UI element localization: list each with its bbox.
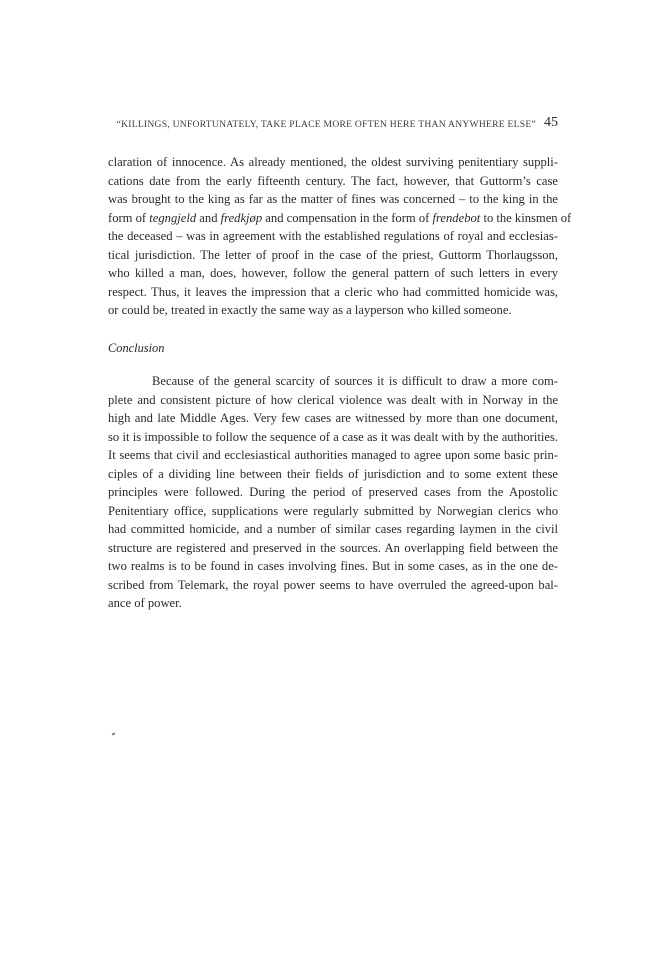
text-line: claration of innocence. As already mentioned, the oldest surviving penitentiary suppli- (108, 155, 558, 169)
running-title: “KILLINGS, UNFORTUNATELY, TAKE PLACE MORE OFTEN HERE THAN ANYWHERE ELSE” (116, 119, 536, 130)
text-line: ciples of a dividing line between their fields of jurisdiction and to some extent these (108, 466, 558, 481)
running-header (108, 115, 558, 135)
body-text (108, 153, 572, 613)
term-fredkjop: fredkjøp (220, 210, 263, 225)
text-line: two realms is to be found in cases involving fines. But in some cases, as in the one de- (108, 559, 558, 573)
text-line: had committed homicide, and a number of similar cases regarding laymen in the civil (108, 522, 558, 536)
text-line: tical jurisdiction. The letter of proof in the case of the priest, Guttorm Thorlaugsson, (108, 247, 558, 262)
text-line: It seems that civil and ecclesiastical authorities managed to agree upon some basic prin- (108, 448, 558, 462)
paragraph-innocence (108, 153, 572, 320)
stray-ink-mark (112, 733, 116, 736)
text-line: high and late Middle Ages. Very few cases are witnessed by more than one document, (108, 411, 558, 425)
text-line: plete and consistent picture of how clerical violence was dealt with in Norway in the (108, 392, 558, 407)
section-heading: Conclusion (108, 340, 165, 355)
text-run: to the kinsmen of (480, 210, 572, 225)
text-line: Penitentiary office, supplications were regularly submitted by Norwegian clerics who (108, 503, 558, 518)
text-run: and (196, 210, 221, 225)
text-line: scribed from Telemark, the royal power seems to have overruled the agreed-upon bal- (108, 577, 558, 592)
paragraph-conclusion (108, 372, 558, 613)
term-frendebot: frendebot (432, 210, 481, 225)
text-line: the deceased – was in agreement with the established regulations of royal and ecclesias- (108, 229, 558, 243)
text-line: so it is impossible to follow the sequence of a case as it was dealt with by the authorities. (108, 429, 558, 444)
text-line: ance of power. (108, 596, 182, 610)
text-line: was brought to the king as far as the matter of fines was concerned – to the king in the (108, 192, 558, 206)
text-run: and compensation in the form of (262, 210, 433, 225)
term-tegngjeld: tegngjeld (149, 210, 197, 225)
page-number: 45 (544, 115, 558, 130)
text-line: Because of the general scarcity of sources it is difficult to draw a more com- (152, 374, 558, 388)
text-line: or could be, treated in exactly the same way as a layperson who killed someone. (108, 303, 512, 317)
text-run: form of (108, 210, 150, 225)
text-line: structure are registered and preserved in the sources. An overlapping field between the (108, 540, 558, 555)
text-line: who killed a man, does, however, follow the general pattern of such letters in every (108, 266, 558, 280)
text-line: principles were followed. During the period of preserved cases from the Apostolic (108, 485, 558, 499)
text-line (108, 209, 572, 228)
text-line: respect. Thus, it leaves the impression that a cleric who had committed homicide was, (108, 284, 558, 299)
text-line: cations date from the early fifteenth century. The fact, however, that Guttorm’s case (108, 173, 558, 188)
